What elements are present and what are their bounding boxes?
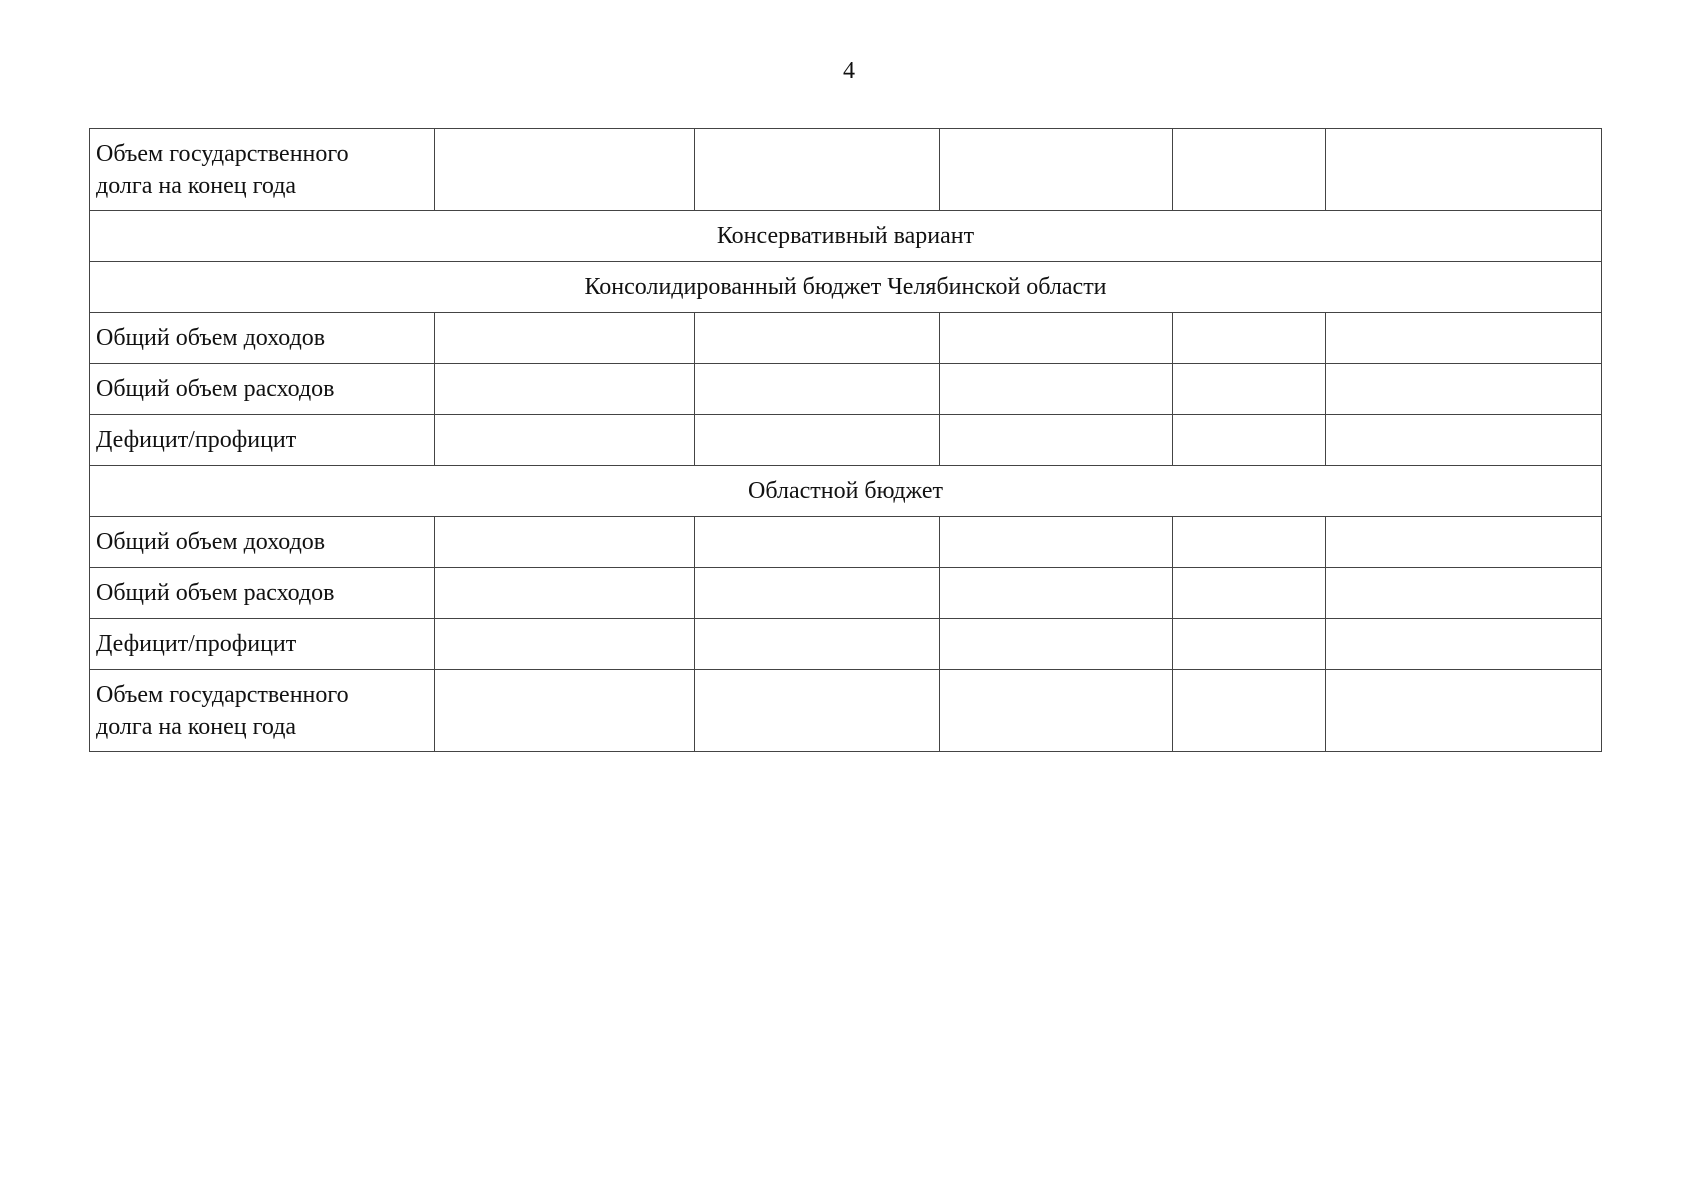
section-header-label: Консервативный вариант (90, 211, 1602, 262)
table-cell (1173, 364, 1326, 415)
table-body (90, 129, 1602, 752)
budget-table (89, 128, 1602, 752)
row-label: Объем государственного долга на конец года (90, 129, 435, 211)
table-row (90, 517, 1602, 568)
row-label: Общий объем доходов (90, 313, 435, 364)
table-cell (435, 364, 695, 415)
table-row (90, 568, 1602, 619)
table-cell (1173, 568, 1326, 619)
table-cell (435, 568, 695, 619)
table-cell (695, 619, 940, 670)
section-header-label: Областной бюджет (90, 466, 1602, 517)
table-cell (1173, 619, 1326, 670)
table-cell (940, 670, 1173, 752)
section-header-row (90, 211, 1602, 262)
table-cell (435, 313, 695, 364)
table-cell (1326, 129, 1602, 211)
table-cell (940, 415, 1173, 466)
table-cell (940, 517, 1173, 568)
table-cell (1173, 517, 1326, 568)
table-cell (1173, 670, 1326, 752)
table-cell (695, 364, 940, 415)
table-cell (1326, 619, 1602, 670)
table-cell (1326, 364, 1602, 415)
section-header-label: Консолидированный бюджет Челябинской области (90, 262, 1602, 313)
table-cell (940, 313, 1173, 364)
table-cell (940, 364, 1173, 415)
row-label: Общий объем доходов (90, 517, 435, 568)
table-row (90, 619, 1602, 670)
table-cell (1326, 517, 1602, 568)
table-cell (695, 568, 940, 619)
table-row (90, 313, 1602, 364)
table-cell (1326, 670, 1602, 752)
page-number: 4 (843, 58, 855, 84)
table-cell (435, 670, 695, 752)
table-cell (940, 129, 1173, 211)
row-label: Дефицит/профицит (90, 619, 435, 670)
row-label: Общий объем расходов (90, 364, 435, 415)
table-cell (1173, 313, 1326, 364)
table-cell (435, 129, 695, 211)
table-cell (1326, 415, 1602, 466)
table-cell (435, 619, 695, 670)
table-cell (1326, 568, 1602, 619)
table-cell (435, 415, 695, 466)
table-row (90, 415, 1602, 466)
table-cell (695, 129, 940, 211)
table-cell (1173, 415, 1326, 466)
table-cell (940, 619, 1173, 670)
table-row (90, 364, 1602, 415)
table-cell (1326, 313, 1602, 364)
table-cell (940, 568, 1173, 619)
row-label: Объем государственного долга на конец года (90, 670, 435, 752)
table-row (90, 670, 1602, 752)
table-cell (695, 415, 940, 466)
section-header-row (90, 262, 1602, 313)
row-label: Дефицит/профицит (90, 415, 435, 466)
table-cell (695, 670, 940, 752)
row-label: Общий объем расходов (90, 568, 435, 619)
table-cell (695, 517, 940, 568)
section-header-row (90, 466, 1602, 517)
table-cell (435, 517, 695, 568)
table-row (90, 129, 1602, 211)
table-cell (695, 313, 940, 364)
table-cell (1173, 129, 1326, 211)
